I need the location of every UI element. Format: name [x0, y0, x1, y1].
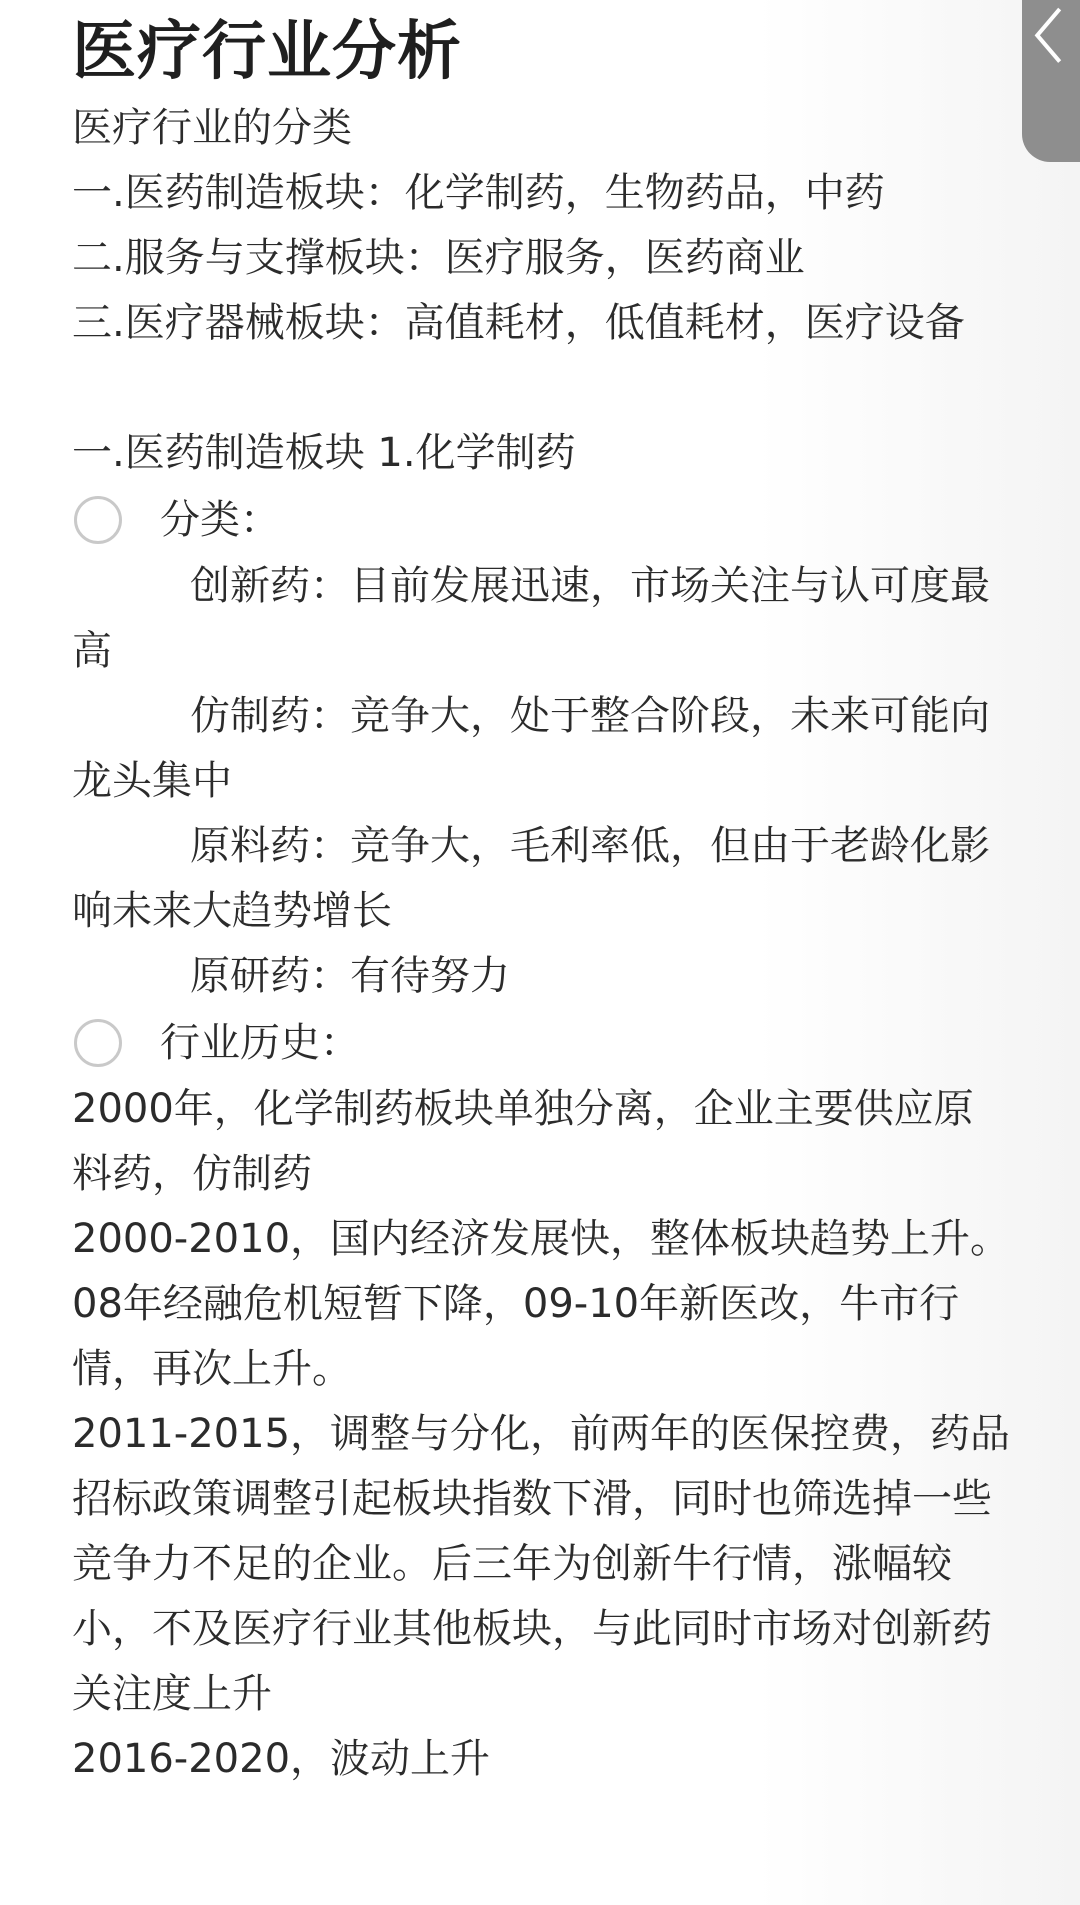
classification-item[interactable]: 仿制药：竞争大，处于整合阶段，未来可能向龙头集中	[72, 693, 990, 804]
note-title[interactable]: 医疗行业分析	[72, 15, 462, 89]
intro-line-2[interactable]: 二.服务与支撑板块：医疗服务，医药商业	[72, 235, 805, 281]
intro-heading[interactable]: 医疗行业的分类	[72, 105, 352, 151]
todo-label: 分类：	[160, 497, 280, 543]
history-paragraph[interactable]: 2000年，化学制药板块单独分离，企业主要供应原料药，仿制药	[72, 1086, 974, 1197]
todo-label: 行业历史：	[160, 1020, 360, 1066]
intro-line-1[interactable]: 一.医药制造板块：化学制药，生物药品，中药	[72, 170, 885, 216]
chevron-left-icon: 〈	[1006, 6, 1062, 71]
history-paragraph[interactable]: 2016-2020，波动上升	[72, 1736, 491, 1782]
history-paragraph[interactable]: 2000-2010，国内经济发展快，整体板块趋势上升。08年经融危机短暂下降，09-10年新医改，牛市行情，再次上升。	[72, 1216, 1011, 1392]
side-collapse-tab[interactable]	[1006, 0, 1080, 162]
note-content[interactable]	[72, 0, 1012, 1792]
intro-line-3[interactable]: 三.医疗器械板块：高值耗材，低值耗材，医疗设备	[72, 300, 965, 346]
classification-item[interactable]: 原料药：竞争大，毛利率低，但由于老龄化影响未来大趋势增长	[72, 823, 990, 934]
blank-line	[72, 356, 1012, 421]
todo-checkbox[interactable]	[74, 1019, 122, 1067]
todo-checkbox[interactable]	[74, 496, 122, 544]
section-heading[interactable]: 一.医药制造板块 1.化学制药	[72, 430, 576, 476]
classification-item[interactable]: 原研药：有待努力	[190, 953, 510, 999]
todo-classification[interactable]	[72, 486, 1012, 554]
intro-block	[72, 96, 1012, 356]
todo-history[interactable]	[72, 1009, 1012, 1077]
history-paragraph[interactable]: 2011-2015，调整与分化，前两年的医保控费，药品招标政策调整引起板块指数下滑，同时也筛选掉一些竞争力不足的企业。后三年为创新牛行情，涨幅较小，不及医疗行业其他板块，与此同时市场对创新药关注度上升	[72, 1411, 1011, 1717]
classification-item[interactable]: 创新药：目前发展迅速，市场关注与认可度最高	[72, 563, 990, 674]
